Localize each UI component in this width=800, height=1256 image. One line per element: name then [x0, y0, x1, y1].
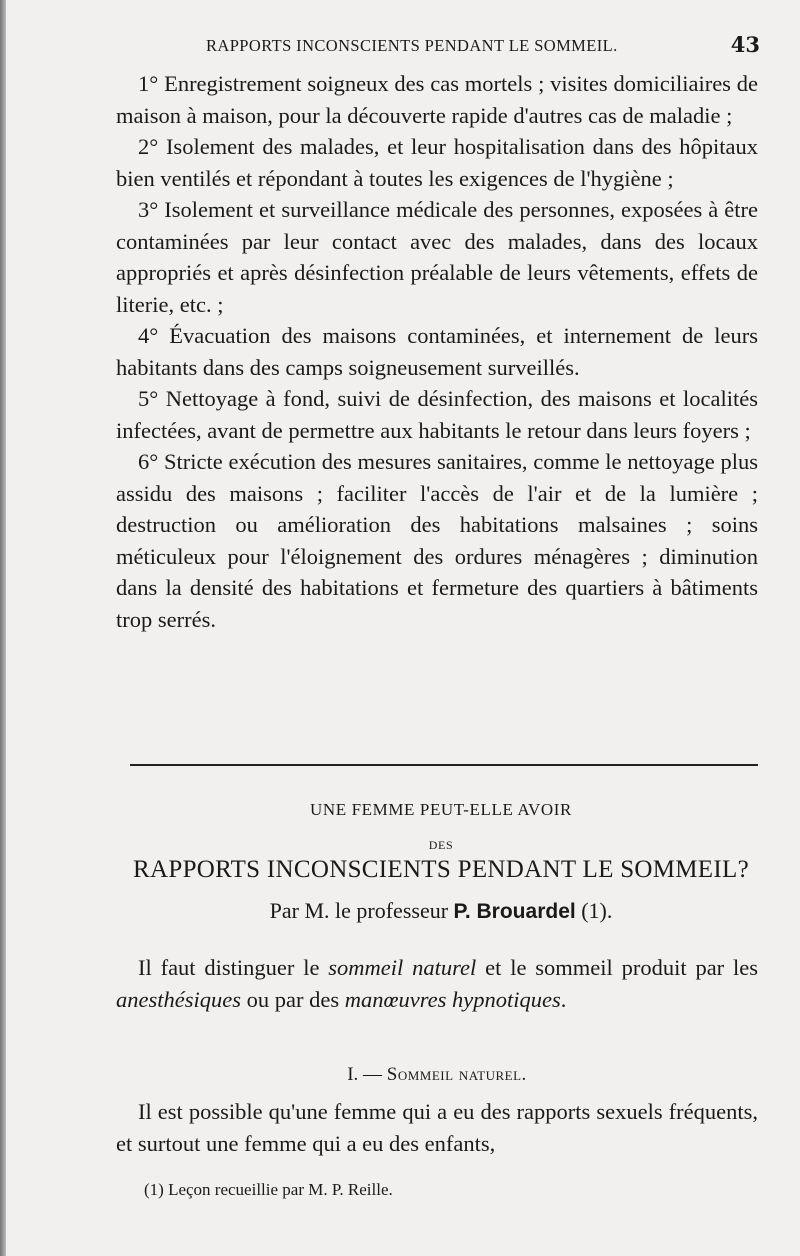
article-byline — [116, 898, 766, 924]
intro-text-4: . — [560, 986, 567, 1012]
page-number: 43 — [730, 32, 760, 57]
list-item: 3° Isolement et surveillance médicale des personnes, exposées à être contaminées par leur contact avec des malades, dans des locaux appropriés et après désinfection préalable de leurs vêtements, effets de literie, etc. ; — [116, 197, 758, 317]
article-heading-line-1: UNE FEMME PEUT-ELLE AVOIR — [310, 800, 572, 819]
page-gutter-shadow — [0, 0, 6, 1256]
list-item: 2° Isolement des malades, et leur hospitalisation dans des hôpitaux bien ventilés et répondant à toutes les exigences de l'hygiène ; — [116, 134, 758, 191]
section-heading — [116, 1064, 758, 1086]
intro-text-3: ou par des — [240, 986, 345, 1012]
section-paragraph — [116, 1096, 758, 1159]
article-heading-title: RAPPORTS INCONSCIENTS PENDANT LE SOMMEIL? — [133, 856, 749, 883]
article-heading-line-2: DES — [428, 838, 454, 852]
section-text: Il est possible qu'une femme qui a eu des rapports sexuels fréquents, et surtout une femme qui a eu des enfants, — [116, 1099, 758, 1156]
intro-text-1: Il faut distinguer le — [138, 955, 329, 980]
list-item: 1° Enregistrement soigneux des cas mortels ; visites domiciliaires de maison à maison, pour la découverte rapide d'autres cas de maladie ; — [116, 71, 758, 128]
byline-prefix: Par M. le professeur — [269, 898, 449, 923]
intro-text-2: et le sommeil produit par les — [476, 955, 758, 980]
list-item: 6° Stricte exécution des mesures sanitaires, comme le nettoyage plus assidu des maisons ; faciliter l'accès de l'air et de la lumière ; destruction ou amélioration des habitations malsaines ; soins méticuleux pour l'éloignement des ordures ménagères ; diminution dans la densité des habitations et fermeture des quartiers à bâtiments trop serrés. — [116, 449, 758, 632]
byline-author: P. Brouardel — [453, 900, 576, 923]
intro-paragraph — [116, 952, 758, 1015]
running-head — [118, 32, 760, 58]
intro-emphasis-2: anesthésiques — [116, 986, 241, 1012]
numbered-measures-list — [116, 68, 758, 635]
list-item: 4° Évacuation des maisons contaminées, et internement de leurs habitants dans des camps soigneusement surveillés. — [116, 323, 758, 380]
footnote: (1) Leçon recueillie par M. P. Reille. — [144, 1180, 393, 1199]
footnote-reference: (1). — [581, 898, 613, 923]
running-title: RAPPORTS INCONSCIENTS PENDANT LE SOMMEIL. — [206, 36, 618, 55]
section-number: I. — — [347, 1064, 383, 1085]
intro-emphasis-1: sommeil naturel — [328, 955, 477, 980]
section-title: Sommeil naturel. — [386, 1064, 527, 1085]
list-item: 5° Nettoyage à fond, suivi de désinfection, des maisons et localités infectées, avant de permettre aux habitants le retour dans leurs foyers ; — [116, 386, 758, 443]
section-divider — [130, 764, 758, 766]
intro-emphasis-3: manœuvres hypnotiques — [344, 986, 561, 1012]
